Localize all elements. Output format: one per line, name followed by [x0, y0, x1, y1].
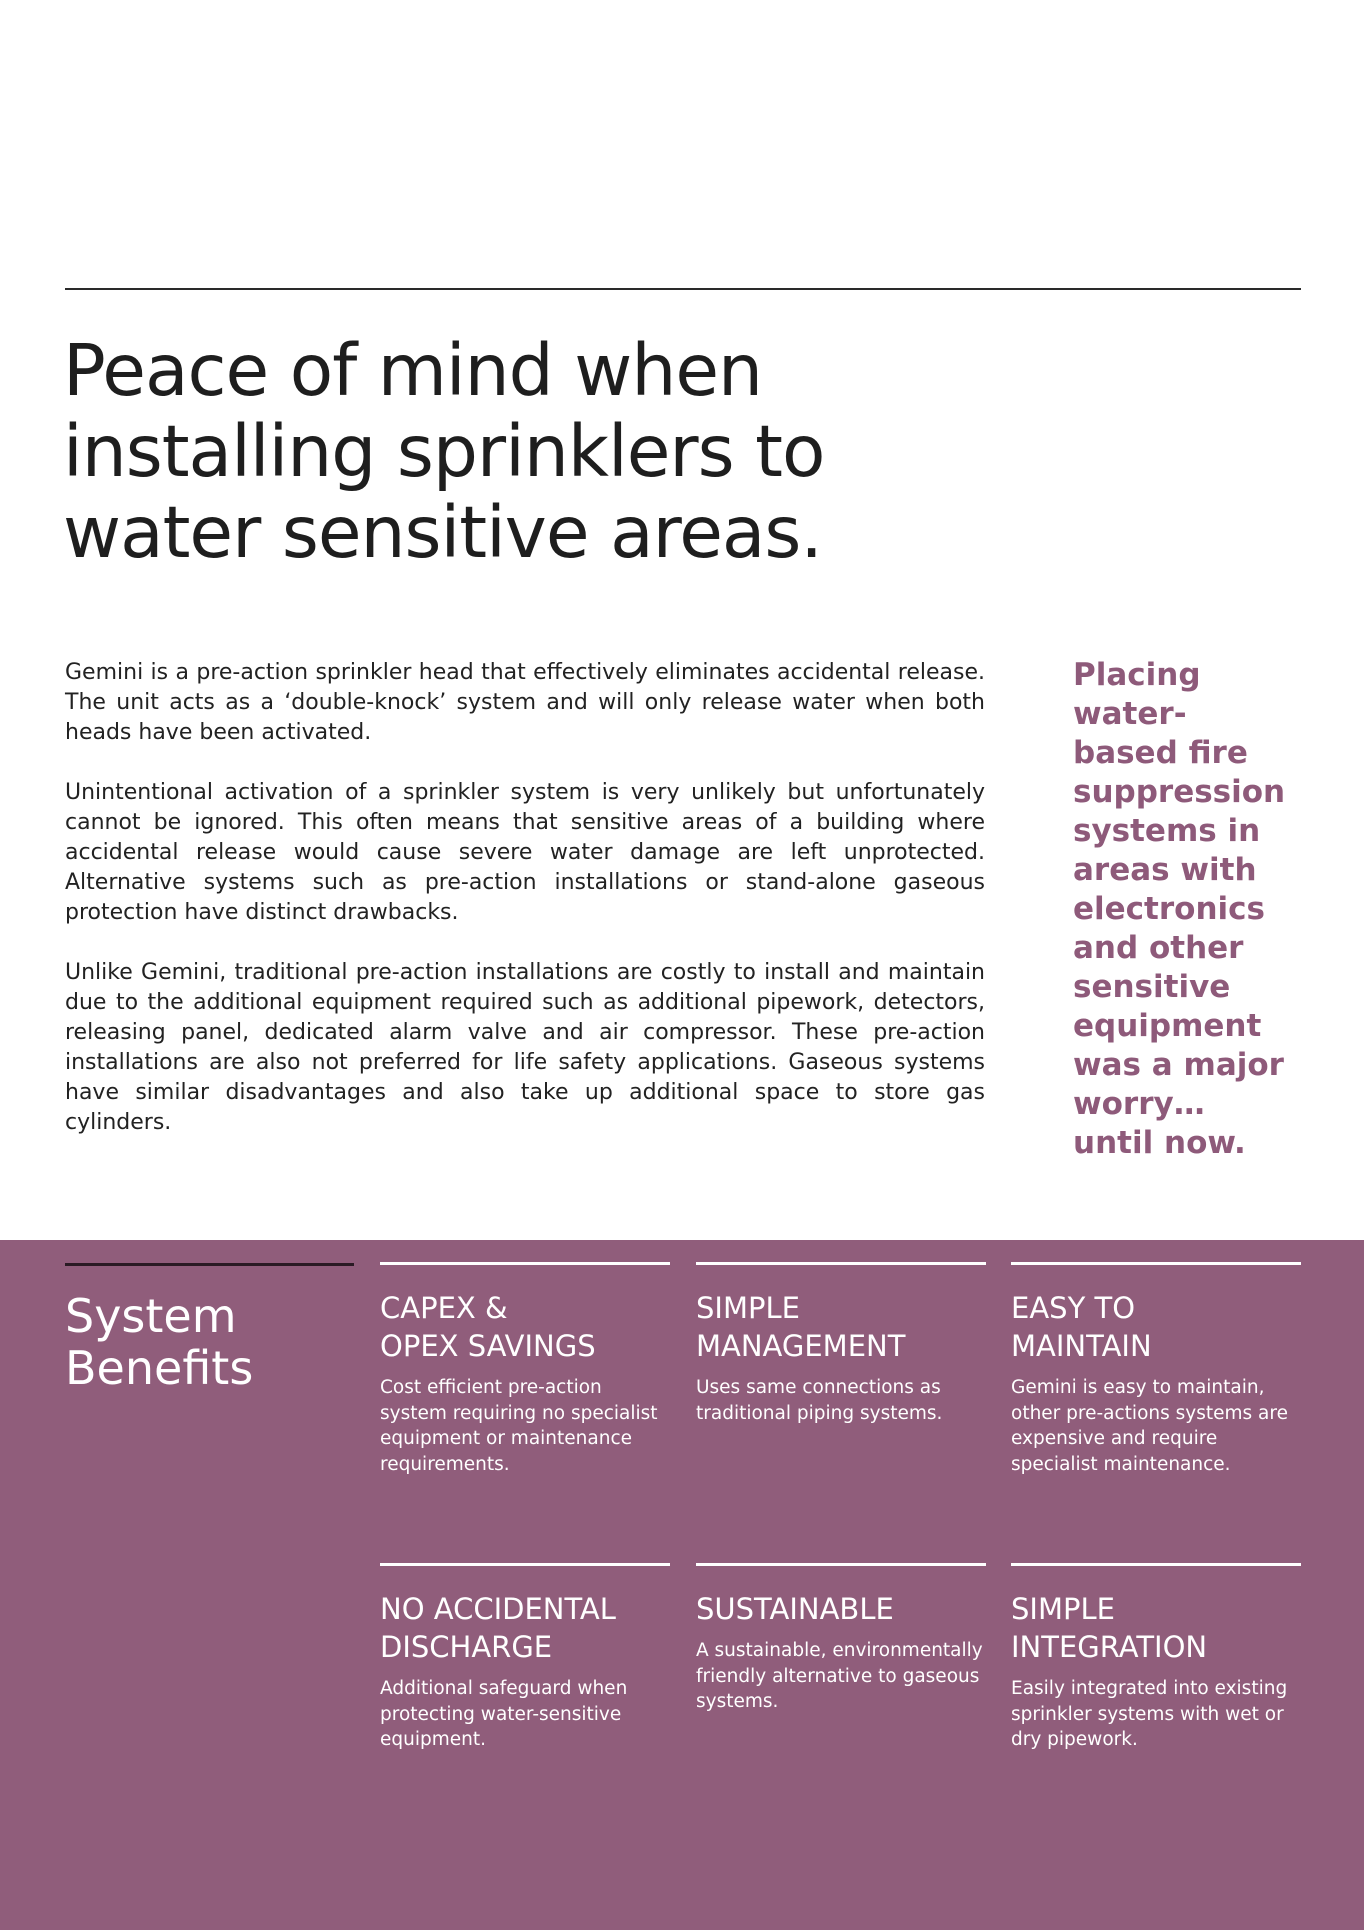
pull-quote-line: based fire	[1073, 735, 1248, 771]
pull-quote	[1073, 656, 1323, 1163]
benefit-title	[1011, 1590, 1301, 1666]
benefit-title-line: EASY TO	[1011, 1291, 1136, 1325]
benefit-title-line: SUSTAINABLE	[696, 1592, 894, 1626]
body-paragraph: Gemini is a pre-action sprinkler head that effectively eliminates accidental release. The unit acts as a ‘double-knock’ system and will only release water when both heads have been activated.	[65, 660, 985, 745]
benefit-text: Uses same connections as traditional piping systems.	[696, 1377, 943, 1424]
benefit-card-sustainable	[696, 1563, 986, 1715]
benefit-card-no-accidental-discharge	[380, 1563, 670, 1753]
benefit-text: Easily integrated into existing sprinkler systems with wet or dry pipework.	[1011, 1678, 1288, 1750]
benefits-divider	[65, 1263, 354, 1266]
benefit-title-line: CAPEX &	[380, 1291, 508, 1325]
benefits-title-line: Benefits	[65, 1341, 254, 1395]
benefit-title-line: MANAGEMENT	[696, 1329, 906, 1363]
pull-quote-line: sensitive	[1073, 969, 1231, 1005]
pull-quote-line: water-	[1073, 696, 1187, 732]
benefit-card-easy-to-maintain	[1011, 1262, 1301, 1477]
pull-quote-line: electronics	[1073, 891, 1265, 927]
benefit-title	[696, 1590, 986, 1628]
pull-quote-line: systems in	[1073, 813, 1261, 849]
body-paragraph: Unintentional activation of a sprinkler system is very unlikely but unfortunately cannot be ignored. This often means that sensitive areas of a building where accidental release would cause severe water damage are left unprotected. Alternative systems such as pre-action installations or stand-alone gaseous protection have distinct drawbacks.	[65, 780, 985, 925]
headline-line: water sensitive areas.	[63, 491, 822, 574]
pull-quote-line: was a major	[1073, 1047, 1284, 1083]
benefit-card-simple-integration	[1011, 1563, 1301, 1753]
benefit-card-capex-opex	[380, 1262, 670, 1477]
benefit-title	[380, 1590, 670, 1666]
benefit-title	[1011, 1289, 1301, 1365]
pull-quote-line: equipment	[1073, 1008, 1262, 1044]
pull-quote-line: until now.	[1073, 1125, 1246, 1161]
pull-quote-line: suppression	[1073, 774, 1286, 810]
benefits-title	[65, 1290, 253, 1394]
benefit-title-line: DISCHARGE	[380, 1630, 553, 1664]
headline-line: Peace of mind when	[63, 329, 763, 412]
body-text-column	[65, 658, 985, 1168]
pull-quote-line: Placing	[1073, 657, 1201, 693]
pull-quote-line: areas with	[1073, 852, 1257, 888]
benefit-text: Gemini is easy to maintain, other pre-actions systems are expensive and require specialist maintenance.	[1011, 1377, 1288, 1475]
benefit-title-line: SIMPLE	[1011, 1592, 1115, 1626]
page-headline	[63, 330, 963, 573]
benefit-title	[696, 1289, 986, 1365]
benefit-title	[380, 1289, 670, 1365]
body-paragraph: Unlike Gemini, traditional pre-action installations are costly to install and maintain due to the additional equipment required such as additional pipework, detectors, releasing panel, dedicated alarm valve and air compressor. These pre-action installations are also not preferred for life safety applications. Gaseous systems have similar disadvantages and also take up additional space to store gas cylinders.	[65, 960, 985, 1135]
benefit-title-line: SIMPLE	[696, 1291, 800, 1325]
pull-quote-line: worry…	[1073, 1086, 1205, 1122]
top-divider	[65, 288, 1301, 290]
benefit-text: Cost efficient pre-action system requiring no specialist equipment or maintenance requirements.	[380, 1377, 658, 1475]
benefit-text: Additional safeguard when protecting water-sensitive equipment.	[380, 1678, 628, 1750]
pull-quote-line: and other	[1073, 930, 1244, 966]
benefit-title-line: INTEGRATION	[1011, 1630, 1208, 1664]
benefit-title-line: NO ACCIDENTAL	[380, 1592, 616, 1626]
benefits-title-line: System	[65, 1289, 237, 1343]
benefit-card-simple-management	[696, 1262, 986, 1426]
system-benefits-section	[0, 1240, 1364, 1930]
headline-line: installing sprinklers to	[63, 410, 825, 493]
benefit-title-line: OPEX SAVINGS	[380, 1329, 596, 1363]
benefit-title-line: MAINTAIN	[1011, 1329, 1152, 1363]
benefit-text: A sustainable, environmentally friendly alternative to gaseous systems.	[696, 1640, 983, 1712]
